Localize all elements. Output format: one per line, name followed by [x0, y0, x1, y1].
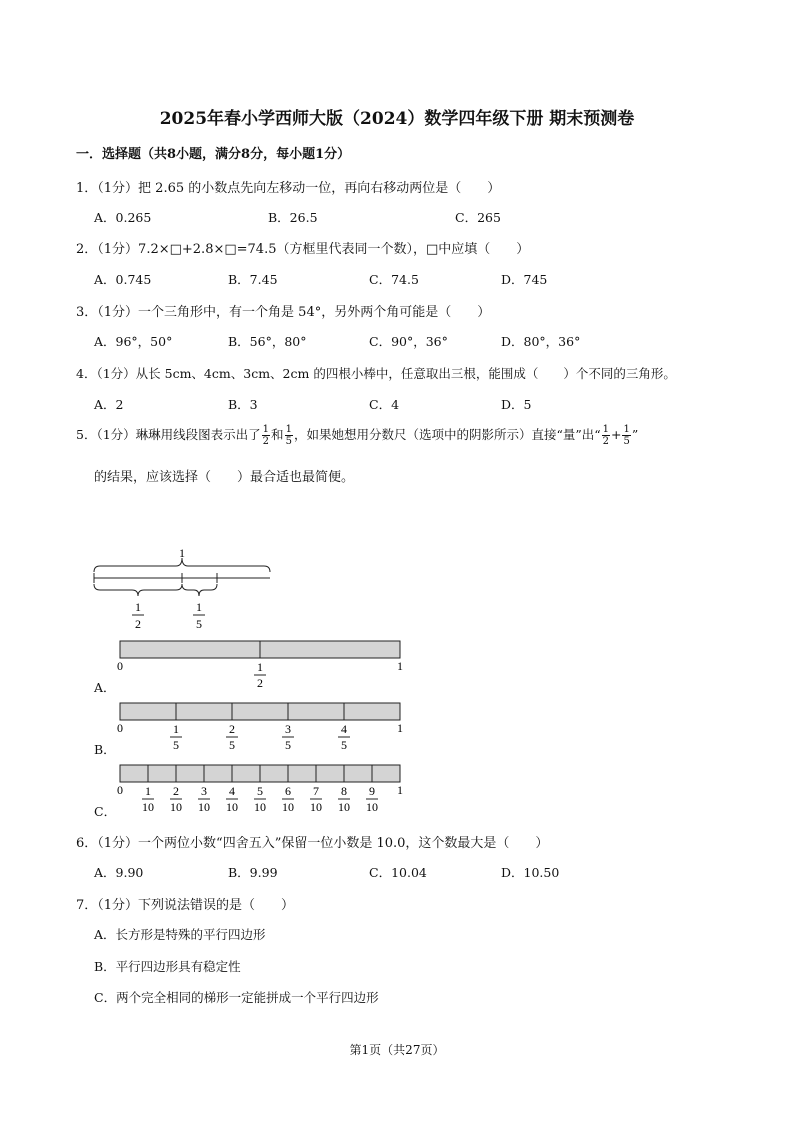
ruler_b-tick-den-3: 5: [285, 738, 291, 752]
question-3-stem: 3．（1分）一个三角形中，有一个角是 54°，另外两个角可能是（ ）: [76, 305, 491, 320]
q7-option-a[interactable]: A．长方形是特殊的平行四边形: [94, 927, 266, 942]
ruler_c-tick-num-5: 5: [257, 784, 263, 798]
q7-option-b[interactable]: B．平行四边形具有稳定性: [94, 959, 241, 974]
ruler_c-label-end: 1: [397, 783, 403, 797]
fraction-fifth-2: $\frac{1}{5}$: [623, 424, 630, 447]
ruler-b-ticks: [117, 703, 403, 752]
ruler_b-tick-den-2: 5: [229, 738, 235, 752]
fraction-fifth: $\frac{1}{5}$: [285, 424, 292, 447]
ruler_b-tick-num-2: 2: [229, 722, 235, 736]
brace-fifth-num: 1: [196, 600, 202, 614]
brace-half-num: 1: [135, 600, 141, 614]
ruler_a-tick-num-1: 1: [257, 660, 263, 674]
q6-option-a[interactable]: A．9.90: [94, 865, 144, 880]
ruler_c-tick-num-6: 6: [285, 784, 291, 798]
q1-option-c[interactable]: C．265: [455, 210, 501, 225]
q2-option-d[interactable]: D．745: [501, 272, 548, 287]
brace-fifth-den: 5: [196, 617, 202, 631]
q2-option-a[interactable]: A．0.745: [94, 272, 152, 287]
q3-option-d[interactable]: D．80°，36°: [501, 334, 581, 349]
ruler-a-ticks: [117, 641, 403, 690]
q5-text-b: 和: [271, 427, 284, 442]
q5-option-a[interactable]: A．: [94, 680, 116, 695]
segment-diagram: [88, 548, 278, 638]
q5-text-d: ”: [631, 427, 639, 442]
ruler_c-tick-num-9: 9: [369, 784, 375, 798]
ruler_c-tick-num-4: 4: [229, 784, 235, 798]
q4-option-a[interactable]: A．2: [94, 397, 124, 412]
brace-whole: [94, 558, 270, 572]
ruler_c-tick-den-4: 10: [226, 800, 238, 814]
ruler_b-label-end: 1: [397, 721, 403, 735]
question-5-stem-line2: 的结果，应该选择（ ）最合适也最简便。: [94, 470, 355, 485]
q2-option-c[interactable]: C．74.5: [369, 272, 419, 287]
ruler_c-tick-num-2: 2: [173, 784, 179, 798]
ruler_a-tick-den-1: 2: [257, 676, 263, 690]
ruler_c-label-start: 0: [117, 783, 123, 797]
ruler_a-label-start: 0: [117, 659, 123, 673]
fraction-half-2: $\frac{1}{2}$: [602, 424, 609, 447]
ruler_b-tick-num-3: 3: [285, 722, 291, 736]
fraction-ruler-b[interactable]: [110, 698, 410, 754]
page-footer: 第1页（共27页）: [349, 1043, 445, 1057]
q2-option-b[interactable]: B．7.45: [228, 272, 278, 287]
question-6-stem: 6．（1分）一个两位小数“四舍五入”保留一位小数是 10.0，这个数最大是（ ）: [76, 836, 549, 851]
brace-half: [94, 584, 182, 596]
ruler_c-tick-den-1: 10: [142, 800, 154, 814]
ruler_c-tick-den-2: 10: [170, 800, 182, 814]
ruler_c-tick-den-9: 10: [366, 800, 378, 814]
ruler_b-tick-num-1: 1: [173, 722, 179, 736]
ruler_c-tick-num-8: 8: [341, 784, 347, 798]
fraction-ruler-a[interactable]: [110, 636, 410, 692]
q1-option-b[interactable]: B．26.5: [268, 210, 318, 225]
ruler_c-tick-den-8: 10: [338, 800, 350, 814]
question-1-stem: 1．（1分）把 2.65 的小数点先向左移动一位，再向右移动两位是（ ）: [76, 181, 501, 196]
ruler_b-label-start: 0: [117, 721, 123, 735]
fraction-ruler-c[interactable]: [110, 760, 410, 816]
q6-option-d[interactable]: D．10.50: [501, 865, 560, 880]
page-title: 2025年春小学西师大版（2024）数学四年级下册 期末预测卷: [159, 109, 635, 129]
ruler-c-ticks: [117, 765, 403, 814]
q5-option-b[interactable]: B．: [94, 742, 116, 757]
fraction-half: $\frac{1}{2}$: [262, 424, 270, 447]
q3-option-a[interactable]: A．96°，50°: [94, 334, 173, 349]
ruler_b-tick-num-4: 4: [341, 722, 347, 736]
ruler_c-tick-num-7: 7: [313, 784, 319, 798]
question-4-stem: 4．（1分）从长 5cm、4cm、3cm、2cm 的四根小棒中，任意取出三根，能围成（ ）个不同的三角形。: [76, 366, 676, 381]
q5-text-a: 5．（1分）琳琳用线段图表示出了: [76, 427, 261, 442]
q4-option-b[interactable]: B．3: [228, 397, 258, 412]
ruler_c-tick-den-5: 10: [254, 800, 266, 814]
q6-option-b[interactable]: B．9.99: [228, 865, 278, 880]
ruler_c-tick-den-3: 10: [198, 800, 210, 814]
ruler_c-tick-num-1: 1: [145, 784, 151, 798]
q6-option-c[interactable]: C．10.04: [369, 865, 427, 880]
q5-text-c: ，如果她想用分数尺（选项中的阴影所示）直接“量”出“: [293, 427, 601, 442]
q4-option-c[interactable]: C．4: [369, 397, 400, 412]
question-2-stem: 2．（1分）7.2×□+2.8×□=74.5（方框里代表同一个数），□中应填（ ）: [76, 242, 530, 257]
ruler_b-bar: [120, 703, 400, 720]
q5-option-c[interactable]: C．: [94, 804, 117, 819]
q7-option-c[interactable]: C．两个完全相同的梯形一定能拼成一个平行四边形: [94, 990, 379, 1005]
ruler_c-tick-num-3: 3: [201, 784, 207, 798]
brace-whole-label: 1: [179, 548, 185, 560]
section-heading: 一．选择题（共8小题，满分8分，每小题1分）: [76, 147, 351, 162]
ruler_c-tick-den-7: 10: [310, 800, 322, 814]
brace-fifth: [182, 584, 217, 596]
q1-option-a[interactable]: A．0.265: [94, 210, 152, 225]
brace-half-den: 2: [135, 617, 141, 631]
plus-sign: +: [611, 427, 622, 442]
ruler_b-tick-den-4: 5: [341, 738, 347, 752]
q3-option-c[interactable]: C．90°，36°: [369, 334, 448, 349]
question-5-stem: [76, 424, 638, 447]
q3-option-b[interactable]: B．56°，80°: [228, 334, 307, 349]
ruler_a-label-end: 1: [397, 659, 403, 673]
ruler_b-tick-den-1: 5: [173, 738, 179, 752]
q4-option-d[interactable]: D．5: [501, 397, 532, 412]
question-7-stem: 7．（1分）下列说法错误的是（ ）: [76, 898, 295, 913]
ruler_c-tick-den-6: 10: [282, 800, 294, 814]
